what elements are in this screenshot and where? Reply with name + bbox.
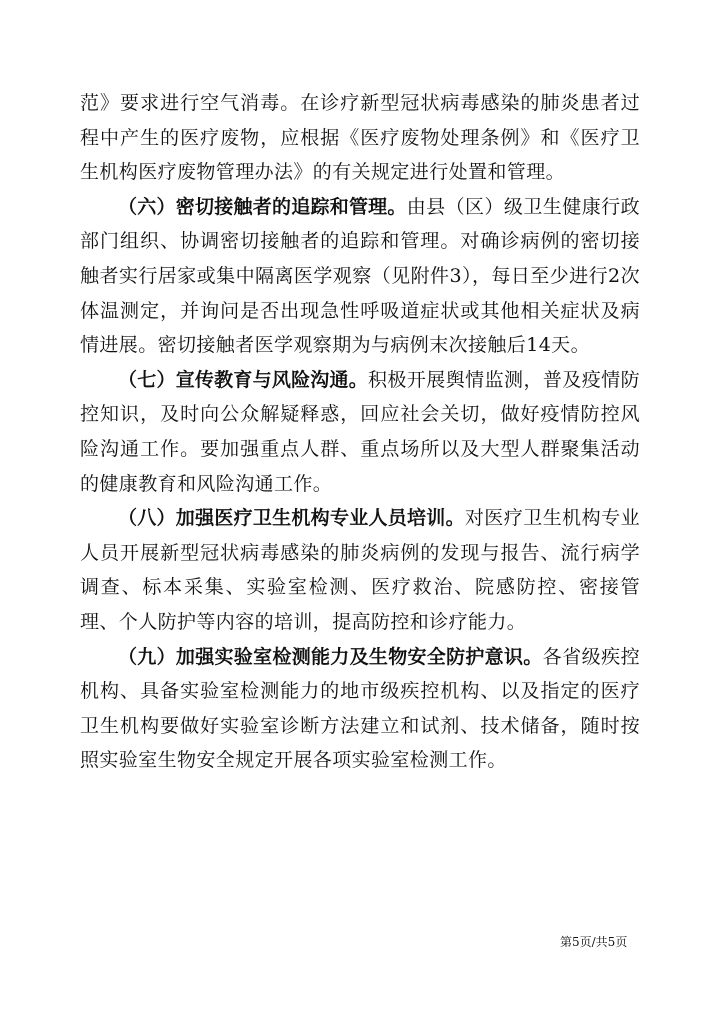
paragraph-lab-capacity: [80, 640, 640, 778]
paragraph-close-contact-tracking: [80, 190, 640, 363]
paragraph-text: 积极开展舆情监测，普及疫情防控知识，及时向公众解疑释惑，回应社会关切，做好疫情防控风险沟通工作。要加强重点人群、重点场所以及大型人群聚集活动的健康教育和风险沟通工作。: [80, 368, 640, 495]
paragraph-text: 范》要求进行空气消毒。在诊疗新型冠状病毒感染的肺炎患者过程中产生的医疗废物，应根据《医疗废物处理条例》和《医疗卫生机构医疗废物管理办法》的有关规定进行处置和管理。: [80, 92, 640, 184]
paragraph-text: 对医疗卫生机构专业人员开展新型冠状病毒感染的肺炎病例的发现与报告、流行病学调查、标本采集、实验室检测、医疗救治、院感防控、密接管理、个人防护等内容的培训，提高防控和诊疗能力。: [80, 507, 640, 633]
paragraph-risk-communication: [80, 363, 640, 501]
paragraph-air-disinfection: [80, 86, 640, 190]
section-heading-7: （七）宣传教育与风险沟通。: [118, 368, 368, 391]
paragraph-text: 由县（区）级卫生健康行政部门组织、协调密切接触者的追踪和管理。对确诊病例的密切接触者实行居家或集中隔离医学观察（见附件3），每日至少进行2次体温测定，并询问是否出现急性呼吸道症状或其他相关症状及病情进展。密切接触者医学观察期为与病例末次接触后14天。: [80, 195, 640, 357]
paragraph-staff-training: [80, 501, 640, 639]
document-body: [80, 86, 640, 778]
section-heading-9: （九）加强实验室检测能力及生物安全防护意识。: [118, 645, 543, 668]
paragraph-text: 各省级疾控机构、具备实验室检测能力的地市级疾控机构、以及指定的医疗卫生机构要做好实验室诊断方法建立和试剂、技术储备，随时按照实验室生物安全规定开展各项实验室检测工作。: [80, 645, 640, 772]
page-number: 第5页/共5页: [560, 935, 628, 949]
section-heading-8: （八）加强医疗卫生机构专业人员培训。: [118, 507, 465, 530]
section-heading-6: （六）密切接触者的追踪和管理。: [118, 195, 407, 218]
